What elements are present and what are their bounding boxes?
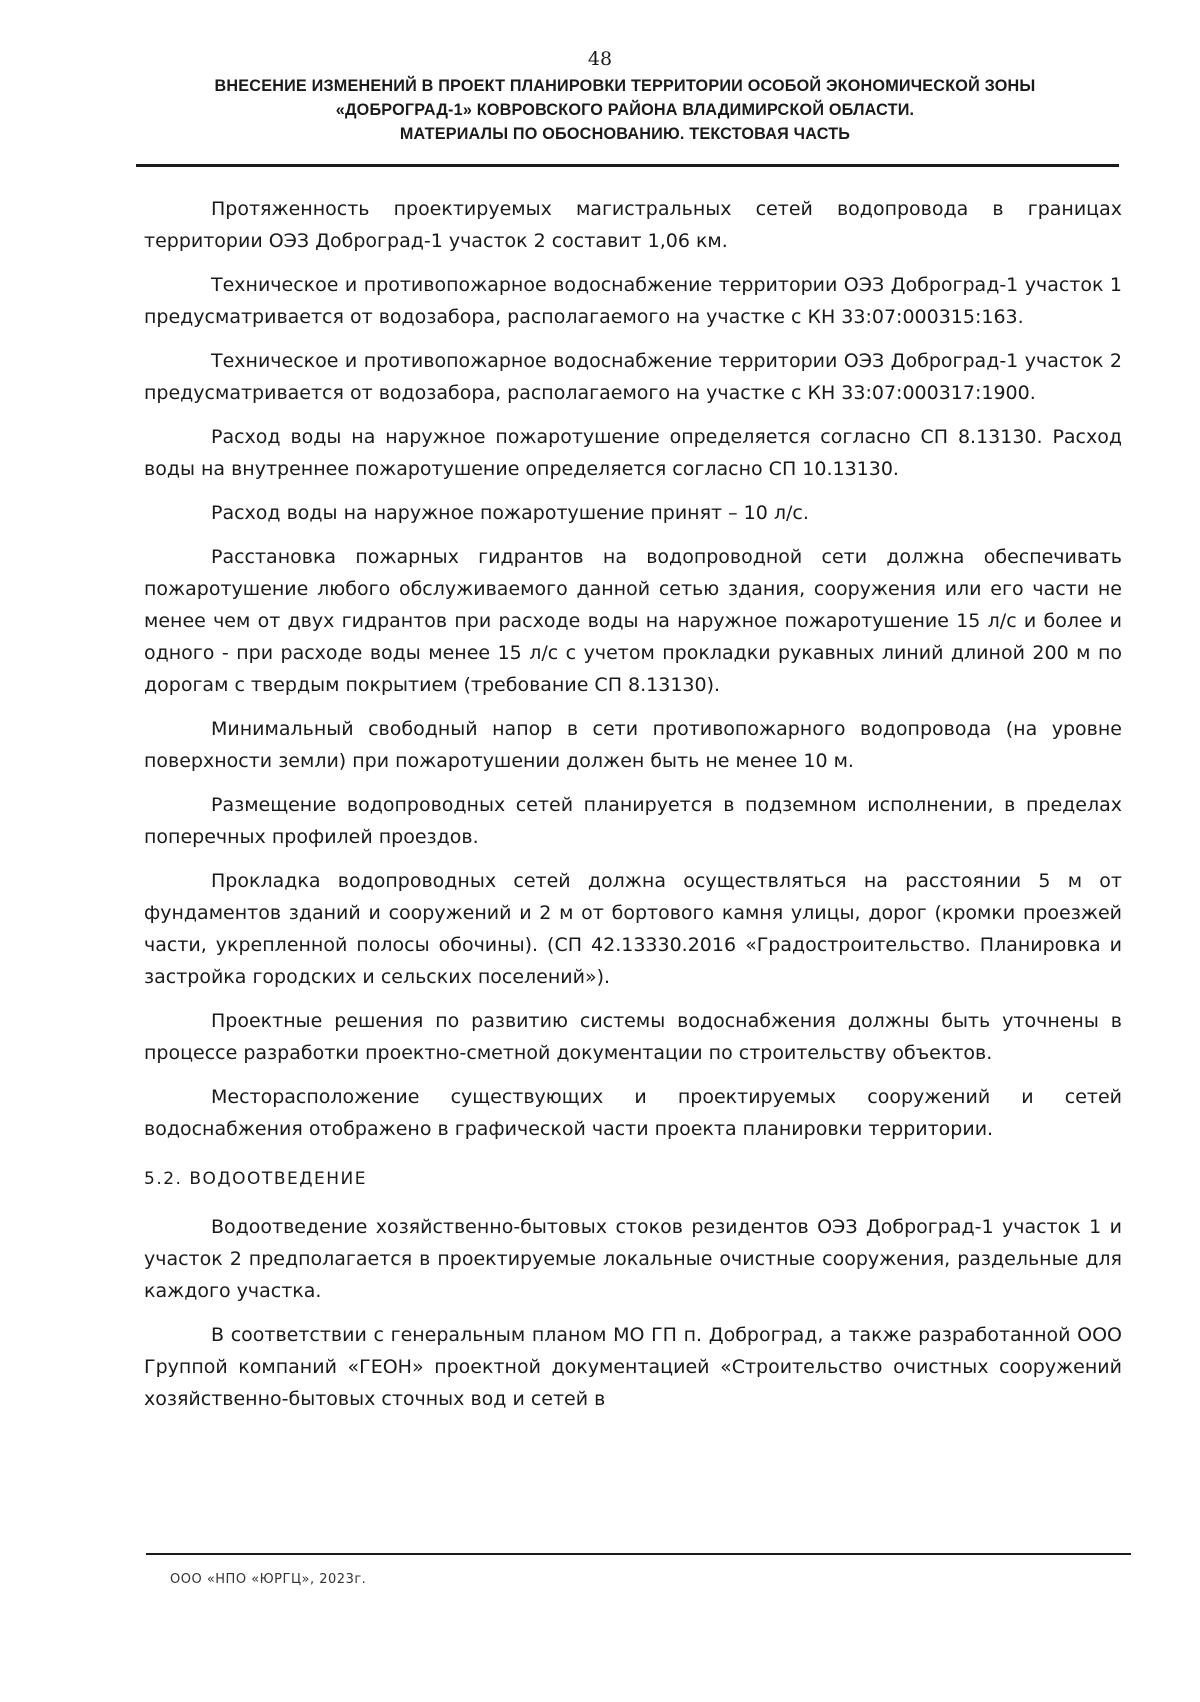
paragraph: Расстановка пожарных гидрантов на водопроводной сети должна обеспечивать пожаротушение любого обслуживаемого данной сетью здания, сооружения или его части не менее чем от двух гидрантов при расходе воды на наружное пожаротушение 15 л/с и более и одного - при расходе воды менее 15 л/с с учетом прокладки рукавных линий длиной 200 м по дорогам с твердым покрытием (требование СП 8.13130).: [144, 546, 1122, 696]
section-heading: 5.2. ВОДООТВЕДЕНИЕ: [144, 1169, 367, 1189]
document-header: [130, 74, 1120, 146]
page-number: 48: [587, 48, 613, 70]
paragraph: Расход воды на наружное пожаротушение определяется согласно СП 8.13130. Расход воды на внутреннее пожаротушение определяется согласно СП 10.13130.: [144, 426, 1122, 480]
footer-text: ООО «НПО «ЮРГЦ», 2023г.: [170, 1572, 367, 1587]
paragraph: Месторасположение существующих и проектируемых сооружений и сетей водоснабжения отображено в графической части проекта планировки территории.: [144, 1086, 1122, 1140]
header-line-1: ВНЕСЕНИЕ ИЗМЕНЕНИЙ В ПРОЕКТ ПЛАНИРОВКИ ТЕРРИТОРИИ ОСОБОЙ ЭКОНОМИЧЕСКОЙ ЗОНЫ: [214, 77, 1036, 95]
footer-divider: [146, 1553, 1131, 1555]
paragraph: Техническое и противопожарное водоснабжение территории ОЭЗ Доброград-1 участок 2 предусматривается от водозабора, располагаемого на участке с КН 33:07:000317:1900.: [144, 350, 1122, 404]
paragraph: Протяженность проектируемых магистральных сетей водопровода в границах территории ОЭЗ Доброград-1 участок 2 составит 1,06 км.: [144, 198, 1122, 252]
paragraph: Проектные решения по развитию системы водоснабжения должны быть уточнены в процессе разработки проектно-сметной документации по строительству объектов.: [144, 1010, 1122, 1064]
paragraph: Минимальный свободный напор в сети противопожарного водопровода (на уровне поверхности земли) при пожаротушении должен быть не менее 10 м.: [144, 718, 1122, 772]
header-line-3: МАТЕРИАЛЫ ПО ОБОСНОВАНИЮ. ТЕКСТОВАЯ ЧАСТЬ: [399, 125, 851, 143]
paragraph: Водоотведение хозяйственно-бытовых стоков резидентов ОЭЗ Доброград-1 участок 1 и участок 2 предполагается в проектируемые локальные очистные сооружения, раздельные для каждого участка.: [144, 1216, 1122, 1302]
header-divider: [136, 164, 1119, 167]
document-body: [144, 193, 1122, 1427]
header-line-2: «ДОБРОГРАД-1» КОВРОВСКОГО РАЙОНА ВЛАДИМИРСКОЙ ОБЛАСТИ.: [335, 101, 915, 119]
paragraph: Расход воды на наружное пожаротушение принят – 10 л/с.: [211, 502, 809, 524]
paragraph: В соответствии с генеральным планом МО ГП п. Доброград, а также разработанной ООО Группой компаний «ГЕОН» проектной документацией «Строительство очистных сооружений хозяйственно-бытовых сточных вод и сетей в: [144, 1324, 1122, 1410]
paragraph: Техническое и противопожарное водоснабжение территории ОЭЗ Доброград-1 участок 1 предусматривается от водозабора, располагаемого на участке с КН 33:07:000315:163.: [144, 274, 1122, 328]
paragraph: Размещение водопроводных сетей планируется в подземном исполнении, в пределах поперечных профилей проездов.: [144, 794, 1122, 848]
paragraph: Прокладка водопроводных сетей должна осуществляться на расстоянии 5 м от фундаментов зданий и сооружений и 2 м от бортового камня улицы, дорог (кромки проезжей части, укрепленной полосы обочины). (СП 42.13330.2016 «Градостроительство. Планировка и застройка городских и сельских поселений»).: [144, 870, 1122, 988]
